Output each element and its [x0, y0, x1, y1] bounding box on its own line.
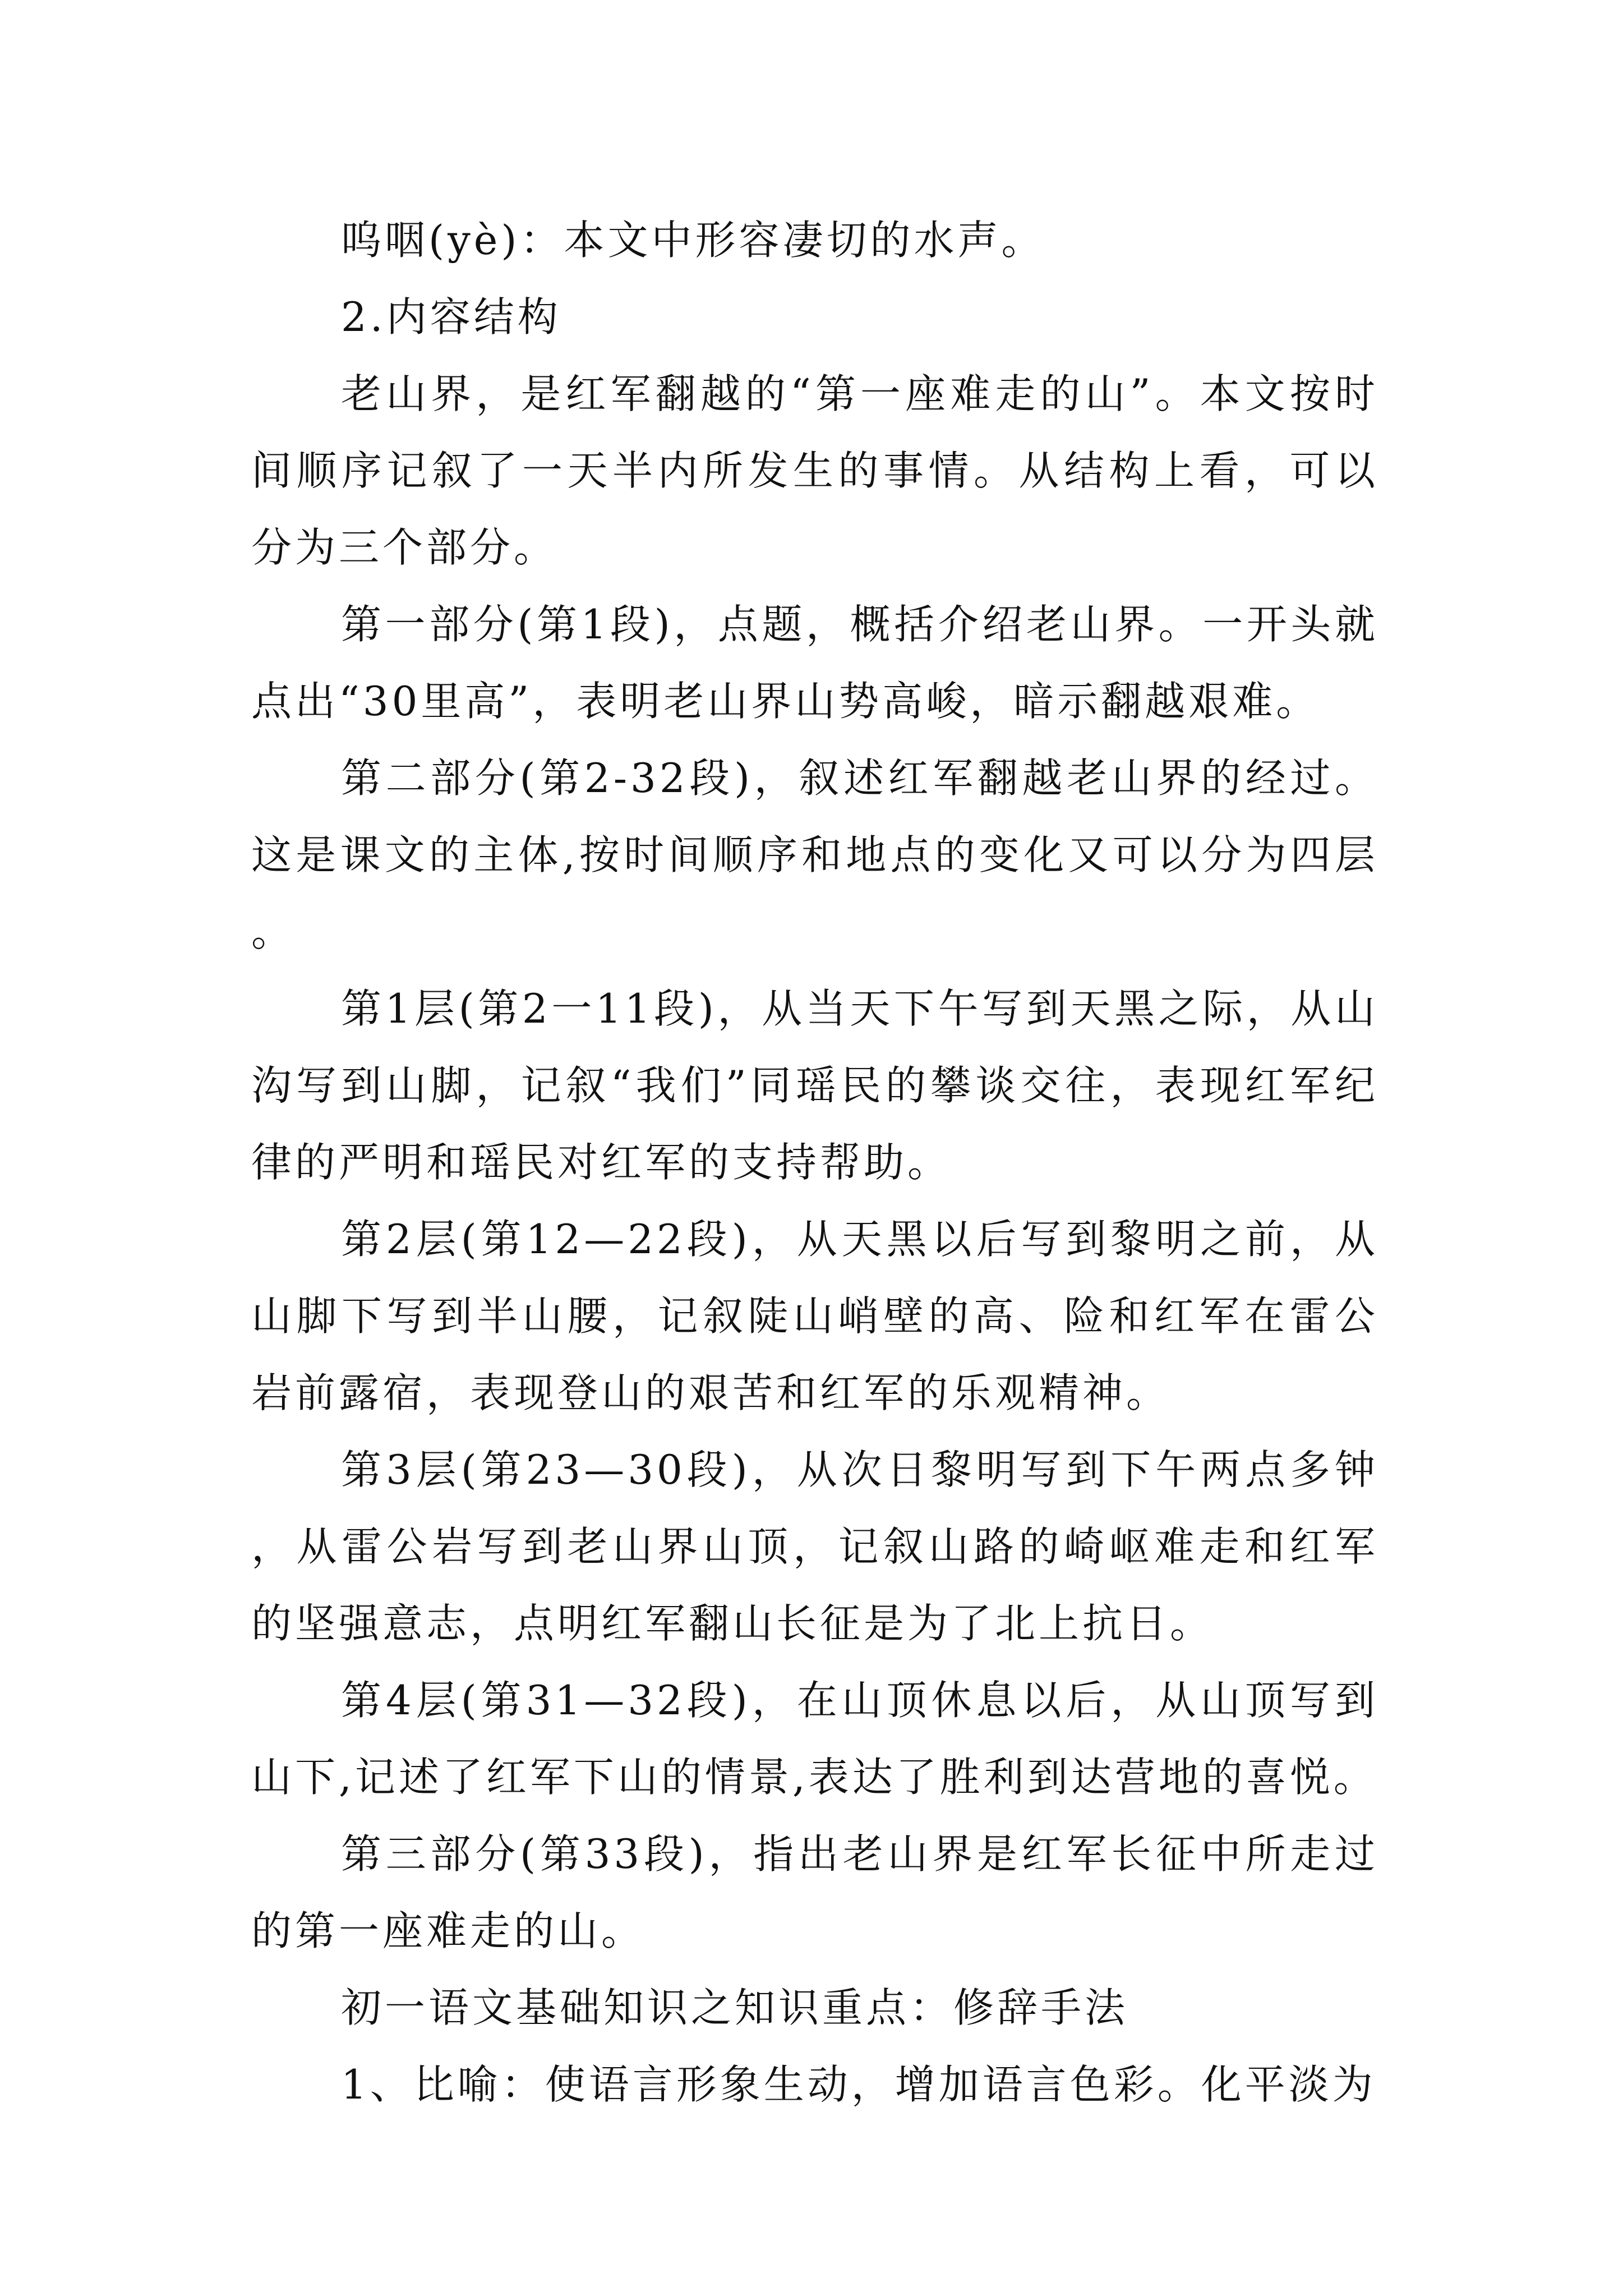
- paragraph-word-definition: 呜咽(yè)：本文中形容凄切的水声。: [341, 217, 1045, 264]
- paragraph-metaphor: 1、比喻：使语言形象生动，增加语言色彩。化平淡为: [341, 2061, 1376, 2108]
- document-body: [251, 202, 1378, 2123]
- paragraph-layer-one: 第1层(第2一11段)，从当天下午写到天黑之际，从山沟写到山脚，记叙“我们”同瑶民的攀谈交往，表现红军纪律的严明和瑶民对红军的支持帮助。: [251, 985, 1378, 1186]
- paragraph-part-one: 第一部分(第1段)，点题，概括介绍老山界。一开头就点出“30里高”，表明老山界山势高峻，暗示翻越艰难。: [251, 601, 1378, 725]
- paragraph-intro: 老山界，是红军翻越的“第一座难走的山”。本文按时间顺序记叙了一天半内所发生的事情。从结构上看，可以分为三个部分。: [251, 370, 1378, 571]
- paragraph-part-three: 第三部分(第33段)，指出老山界是红军长征中所走过的第一座难走的山。: [251, 1830, 1378, 1954]
- paragraph-layer-three: 第3层(第23—30段)，从次日黎明写到下午两点多钟，从雷公岩写到老山界山顶，记叙山路的崎岖难走和红军的坚强意志，点明红军翻山长征是为了北上抗日。: [251, 1446, 1378, 1647]
- paragraph-layer-two: 第2层(第12—22段)，从天黑以后写到黎明之前，从山脚下写到半山腰，记叙陡山峭壁的高、险和红军在雷公岩前露宿，表现登山的艰苦和红军的乐观精神。: [251, 1216, 1378, 1416]
- paragraph-part-two: 第二部分(第2-32段)，叙述红军翻越老山界的经过。这是课文的主体,按时间顺序和地点的变化又可以分为四层。: [251, 754, 1378, 955]
- section-heading-rhetoric: 初一语文基础知识之知识重点：修辞手法: [341, 1984, 1129, 2031]
- paragraph-layer-four: 第4层(第31—32段)，在山顶休息以后，从山顶写到山下,记述了红军下山的情景,表达了胜利到达营地的喜悦。: [251, 1677, 1378, 1801]
- section-heading-content-structure: 2.内容结构: [341, 293, 561, 341]
